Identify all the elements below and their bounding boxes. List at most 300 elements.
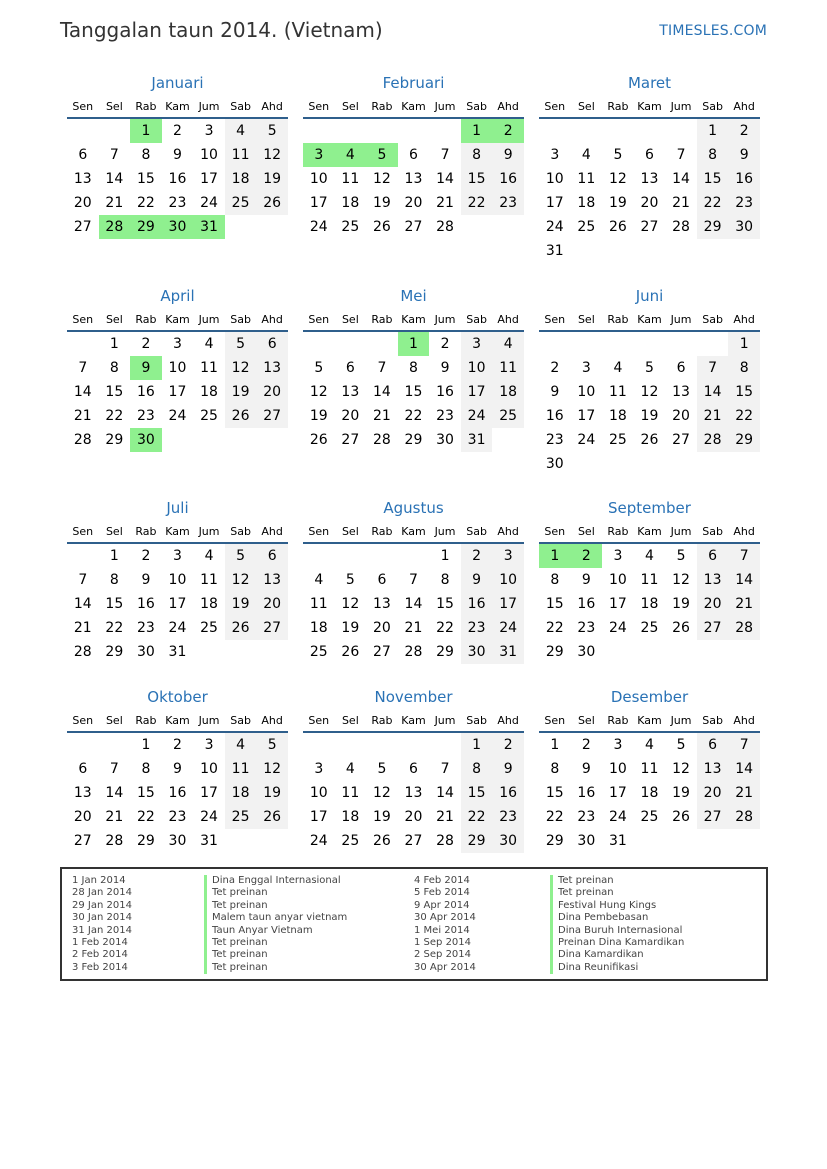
day-cell[interactable]: 10 bbox=[492, 568, 524, 592]
day-cell[interactable]: 13 bbox=[404, 171, 423, 187]
day-cell[interactable]: 7 bbox=[697, 356, 729, 380]
day-cell[interactable]: 1 bbox=[109, 548, 119, 564]
day-cell[interactable]: 4 bbox=[645, 548, 654, 564]
day-cell[interactable]: 22 bbox=[461, 191, 493, 215]
day-cell[interactable]: 11 bbox=[577, 171, 596, 187]
day-cell[interactable]: 5 bbox=[676, 737, 686, 753]
day-cell[interactable]: 8 bbox=[461, 143, 493, 167]
day-cell[interactable]: 20 bbox=[73, 809, 92, 825]
day-cell[interactable]: 3 bbox=[204, 123, 214, 139]
day-cell[interactable]: 14 bbox=[105, 171, 124, 187]
day-cell[interactable]: 20 bbox=[256, 592, 288, 616]
day-cell[interactable]: 26 bbox=[372, 833, 391, 849]
day-cell[interactable]: 12 bbox=[225, 568, 257, 592]
day-cell[interactable]: 10 bbox=[545, 171, 564, 187]
day-cell[interactable]: 8 bbox=[728, 356, 760, 380]
day-cell[interactable]: 23 bbox=[436, 408, 454, 424]
day-cell[interactable]: 6 bbox=[377, 572, 387, 588]
day-cell[interactable]: 22 bbox=[136, 809, 155, 825]
day-cell[interactable]: 23 bbox=[136, 408, 155, 424]
day-cell[interactable]: 9 bbox=[728, 143, 760, 167]
day-cell[interactable]: 11 bbox=[225, 143, 257, 167]
day-cell[interactable]: 10 bbox=[309, 171, 328, 187]
day-cell[interactable]: 4 bbox=[204, 336, 214, 352]
day-cell[interactable]: 27 bbox=[640, 219, 659, 235]
holiday-day-cell[interactable]: 29 bbox=[130, 215, 162, 239]
day-cell[interactable]: 19 bbox=[309, 408, 328, 424]
day-cell[interactable]: 24 bbox=[608, 620, 627, 636]
day-cell[interactable]: 10 bbox=[200, 761, 218, 777]
day-cell[interactable]: 28 bbox=[436, 833, 454, 849]
day-cell[interactable]: 12 bbox=[256, 143, 288, 167]
day-cell[interactable]: 3 bbox=[173, 336, 182, 352]
day-cell[interactable]: 28 bbox=[728, 805, 760, 829]
day-cell[interactable]: 19 bbox=[341, 620, 360, 636]
day-cell[interactable]: 17 bbox=[608, 785, 627, 801]
day-cell[interactable]: 21 bbox=[372, 408, 391, 424]
day-cell[interactable]: 9 bbox=[173, 761, 182, 777]
day-cell[interactable]: 3 bbox=[173, 548, 182, 564]
day-cell[interactable]: 27 bbox=[73, 833, 92, 849]
day-cell[interactable]: 15 bbox=[136, 785, 155, 801]
day-cell[interactable]: 21 bbox=[728, 592, 760, 616]
day-cell[interactable]: 16 bbox=[492, 781, 524, 805]
day-cell[interactable]: 20 bbox=[640, 195, 659, 211]
day-cell[interactable]: 11 bbox=[608, 384, 627, 400]
holiday-day-cell[interactable]: 1 bbox=[539, 544, 571, 568]
day-cell[interactable]: 25 bbox=[225, 191, 257, 215]
day-cell[interactable]: 31 bbox=[608, 833, 627, 849]
day-cell[interactable]: 30 bbox=[577, 833, 596, 849]
day-cell[interactable]: 2 bbox=[461, 544, 493, 568]
day-cell[interactable]: 26 bbox=[225, 616, 257, 640]
day-cell[interactable]: 9 bbox=[440, 360, 450, 376]
day-cell[interactable]: 18 bbox=[341, 809, 360, 825]
day-cell[interactable]: 8 bbox=[409, 360, 418, 376]
day-cell[interactable]: 30 bbox=[168, 833, 187, 849]
day-cell[interactable]: 3 bbox=[492, 544, 524, 568]
day-cell[interactable]: 13 bbox=[256, 568, 288, 592]
day-cell[interactable]: 25 bbox=[200, 408, 218, 424]
day-cell[interactable]: 28 bbox=[697, 428, 729, 452]
day-cell[interactable]: 10 bbox=[608, 572, 627, 588]
day-cell[interactable]: 7 bbox=[78, 572, 88, 588]
day-cell[interactable]: 23 bbox=[136, 620, 155, 636]
day-cell[interactable]: 30 bbox=[461, 640, 493, 664]
day-cell[interactable]: 23 bbox=[577, 809, 596, 825]
day-cell[interactable]: 12 bbox=[372, 171, 391, 187]
day-cell[interactable]: 16 bbox=[545, 408, 564, 424]
day-cell[interactable]: 12 bbox=[309, 384, 328, 400]
day-cell[interactable]: 18 bbox=[200, 384, 218, 400]
day-cell[interactable]: 6 bbox=[697, 544, 729, 568]
day-cell[interactable]: 2 bbox=[550, 360, 560, 376]
day-cell[interactable]: 14 bbox=[105, 785, 124, 801]
day-cell[interactable]: 22 bbox=[436, 620, 454, 636]
holiday-day-cell[interactable]: 28 bbox=[99, 215, 131, 239]
day-cell[interactable]: 21 bbox=[105, 809, 124, 825]
day-cell[interactable]: 27 bbox=[672, 432, 690, 448]
day-cell[interactable]: 19 bbox=[256, 781, 288, 805]
day-cell[interactable]: 24 bbox=[168, 620, 187, 636]
day-cell[interactable]: 26 bbox=[309, 432, 328, 448]
day-cell[interactable]: 3 bbox=[314, 761, 324, 777]
day-cell[interactable]: 20 bbox=[404, 809, 423, 825]
day-cell[interactable]: 19 bbox=[372, 195, 391, 211]
brand-link[interactable]: TIMESLES.COM bbox=[659, 23, 767, 39]
day-cell[interactable]: 25 bbox=[577, 219, 596, 235]
day-cell[interactable]: 23 bbox=[728, 191, 760, 215]
day-cell[interactable]: 15 bbox=[461, 781, 493, 805]
day-cell[interactable]: 22 bbox=[136, 195, 155, 211]
day-cell[interactable]: 21 bbox=[404, 620, 423, 636]
day-cell[interactable]: 1 bbox=[697, 119, 729, 143]
day-cell[interactable]: 10 bbox=[200, 147, 218, 163]
day-cell[interactable]: 18 bbox=[225, 781, 257, 805]
day-cell[interactable]: 3 bbox=[461, 332, 493, 356]
day-cell[interactable]: 29 bbox=[697, 215, 729, 239]
day-cell[interactable]: 15 bbox=[105, 596, 124, 612]
day-cell[interactable]: 14 bbox=[697, 380, 729, 404]
day-cell[interactable]: 31 bbox=[168, 644, 187, 660]
day-cell[interactable]: 9 bbox=[173, 147, 182, 163]
day-cell[interactable]: 21 bbox=[73, 620, 92, 636]
day-cell[interactable]: 12 bbox=[341, 596, 360, 612]
day-cell[interactable]: 12 bbox=[640, 384, 659, 400]
day-cell[interactable]: 20 bbox=[341, 408, 360, 424]
day-cell[interactable]: 14 bbox=[404, 596, 423, 612]
day-cell[interactable]: 28 bbox=[404, 644, 423, 660]
holiday-day-cell[interactable]: 2 bbox=[492, 119, 524, 143]
day-cell[interactable]: 27 bbox=[256, 616, 288, 640]
holiday-day-cell[interactable]: 9 bbox=[130, 356, 162, 380]
day-cell[interactable]: 9 bbox=[581, 572, 591, 588]
day-cell[interactable]: 28 bbox=[672, 219, 690, 235]
day-cell[interactable]: 12 bbox=[225, 356, 257, 380]
day-cell[interactable]: 24 bbox=[200, 195, 218, 211]
day-cell[interactable]: 2 bbox=[440, 336, 450, 352]
day-cell[interactable]: 27 bbox=[341, 432, 360, 448]
day-cell[interactable]: 20 bbox=[697, 592, 729, 616]
day-cell[interactable]: 12 bbox=[256, 757, 288, 781]
day-cell[interactable]: 27 bbox=[404, 219, 423, 235]
day-cell[interactable]: 28 bbox=[372, 432, 391, 448]
day-cell[interactable]: 22 bbox=[105, 408, 124, 424]
day-cell[interactable]: 25 bbox=[492, 404, 524, 428]
day-cell[interactable]: 24 bbox=[492, 616, 524, 640]
day-cell[interactable]: 8 bbox=[141, 761, 151, 777]
day-cell[interactable]: 12 bbox=[672, 761, 690, 777]
day-cell[interactable]: 22 bbox=[545, 620, 564, 636]
day-cell[interactable]: 21 bbox=[672, 195, 690, 211]
holiday-day-cell[interactable]: 4 bbox=[335, 143, 367, 167]
day-cell[interactable]: 29 bbox=[105, 644, 124, 660]
day-cell[interactable]: 2 bbox=[173, 123, 182, 139]
day-cell[interactable]: 4 bbox=[613, 360, 623, 376]
day-cell[interactable]: 7 bbox=[676, 147, 686, 163]
day-cell[interactable]: 27 bbox=[404, 833, 423, 849]
day-cell[interactable]: 27 bbox=[697, 616, 729, 640]
day-cell[interactable]: 6 bbox=[78, 761, 88, 777]
day-cell[interactable]: 9 bbox=[581, 761, 591, 777]
day-cell[interactable]: 17 bbox=[461, 380, 493, 404]
day-cell[interactable]: 24 bbox=[577, 432, 596, 448]
day-cell[interactable]: 19 bbox=[672, 785, 690, 801]
day-cell[interactable]: 23 bbox=[168, 809, 187, 825]
day-cell[interactable]: 6 bbox=[645, 147, 654, 163]
day-cell[interactable]: 28 bbox=[728, 616, 760, 640]
day-cell[interactable]: 25 bbox=[341, 833, 360, 849]
day-cell[interactable]: 23 bbox=[492, 805, 524, 829]
day-cell[interactable]: 1 bbox=[109, 336, 119, 352]
day-cell[interactable]: 12 bbox=[372, 785, 391, 801]
day-cell[interactable]: 31 bbox=[461, 428, 493, 452]
day-cell[interactable]: 15 bbox=[404, 384, 423, 400]
day-cell[interactable]: 16 bbox=[168, 171, 187, 187]
day-cell[interactable]: 6 bbox=[409, 147, 418, 163]
day-cell[interactable]: 2 bbox=[492, 733, 524, 757]
day-cell[interactable]: 26 bbox=[608, 219, 627, 235]
day-cell[interactable]: 20 bbox=[73, 195, 92, 211]
day-cell[interactable]: 13 bbox=[697, 757, 729, 781]
day-cell[interactable]: 8 bbox=[550, 572, 560, 588]
day-cell[interactable]: 18 bbox=[640, 785, 659, 801]
day-cell[interactable]: 18 bbox=[492, 380, 524, 404]
day-cell[interactable]: 2 bbox=[141, 336, 151, 352]
day-cell[interactable]: 21 bbox=[728, 781, 760, 805]
day-cell[interactable]: 27 bbox=[372, 644, 391, 660]
holiday-day-cell[interactable]: 1 bbox=[398, 332, 430, 356]
day-cell[interactable]: 13 bbox=[341, 384, 360, 400]
day-cell[interactable]: 29 bbox=[545, 833, 564, 849]
day-cell[interactable]: 19 bbox=[608, 195, 627, 211]
day-cell[interactable]: 6 bbox=[256, 544, 288, 568]
day-cell[interactable]: 17 bbox=[608, 596, 627, 612]
day-cell[interactable]: 4 bbox=[581, 147, 591, 163]
day-cell[interactable]: 11 bbox=[200, 360, 218, 376]
holiday-day-cell[interactable]: 5 bbox=[366, 143, 398, 167]
day-cell[interactable]: 13 bbox=[404, 785, 423, 801]
day-cell[interactable]: 7 bbox=[440, 761, 450, 777]
day-cell[interactable]: 5 bbox=[225, 544, 257, 568]
day-cell[interactable]: 7 bbox=[78, 360, 88, 376]
day-cell[interactable]: 23 bbox=[492, 191, 524, 215]
day-cell[interactable]: 29 bbox=[105, 432, 124, 448]
day-cell[interactable]: 26 bbox=[372, 219, 391, 235]
day-cell[interactable]: 23 bbox=[168, 195, 187, 211]
day-cell[interactable]: 8 bbox=[697, 143, 729, 167]
day-cell[interactable]: 29 bbox=[436, 644, 454, 660]
day-cell[interactable]: 24 bbox=[608, 809, 627, 825]
day-cell[interactable]: 16 bbox=[577, 596, 596, 612]
day-cell[interactable]: 17 bbox=[168, 384, 187, 400]
day-cell[interactable]: 9 bbox=[141, 572, 151, 588]
day-cell[interactable]: 29 bbox=[136, 833, 155, 849]
day-cell[interactable]: 17 bbox=[545, 195, 564, 211]
day-cell[interactable]: 14 bbox=[728, 757, 760, 781]
day-cell[interactable]: 25 bbox=[608, 432, 627, 448]
day-cell[interactable]: 22 bbox=[545, 809, 564, 825]
day-cell[interactable]: 25 bbox=[309, 644, 328, 660]
day-cell[interactable]: 28 bbox=[436, 219, 454, 235]
day-cell[interactable]: 2 bbox=[581, 737, 591, 753]
day-cell[interactable]: 22 bbox=[697, 191, 729, 215]
day-cell[interactable]: 10 bbox=[168, 572, 187, 588]
day-cell[interactable]: 21 bbox=[436, 809, 454, 825]
day-cell[interactable]: 6 bbox=[409, 761, 418, 777]
day-cell[interactable]: 14 bbox=[73, 384, 92, 400]
day-cell[interactable]: 4 bbox=[314, 572, 324, 588]
day-cell[interactable]: 7 bbox=[728, 544, 760, 568]
day-cell[interactable]: 10 bbox=[461, 356, 493, 380]
day-cell[interactable]: 6 bbox=[256, 332, 288, 356]
day-cell[interactable]: 21 bbox=[73, 408, 92, 424]
day-cell[interactable]: 20 bbox=[256, 380, 288, 404]
day-cell[interactable]: 14 bbox=[372, 384, 391, 400]
day-cell[interactable]: 17 bbox=[309, 809, 328, 825]
day-cell[interactable]: 8 bbox=[550, 761, 560, 777]
day-cell[interactable]: 5 bbox=[225, 332, 257, 356]
day-cell[interactable]: 1 bbox=[440, 548, 450, 564]
day-cell[interactable]: 2 bbox=[728, 119, 760, 143]
day-cell[interactable]: 25 bbox=[640, 809, 659, 825]
day-cell[interactable]: 14 bbox=[436, 171, 454, 187]
day-cell[interactable]: 3 bbox=[613, 548, 623, 564]
day-cell[interactable]: 7 bbox=[377, 360, 387, 376]
day-cell[interactable]: 1 bbox=[728, 332, 760, 356]
day-cell[interactable]: 28 bbox=[105, 833, 124, 849]
day-cell[interactable]: 24 bbox=[200, 809, 218, 825]
day-cell[interactable]: 4 bbox=[204, 548, 214, 564]
day-cell[interactable]: 5 bbox=[645, 360, 654, 376]
day-cell[interactable]: 10 bbox=[168, 360, 187, 376]
day-cell[interactable]: 14 bbox=[73, 596, 92, 612]
day-cell[interactable]: 17 bbox=[168, 596, 187, 612]
day-cell[interactable]: 25 bbox=[225, 805, 257, 829]
day-cell[interactable]: 6 bbox=[345, 360, 355, 376]
day-cell[interactable]: 3 bbox=[204, 737, 214, 753]
day-cell[interactable]: 14 bbox=[672, 171, 690, 187]
holiday-day-cell[interactable]: 1 bbox=[130, 119, 162, 143]
day-cell[interactable]: 8 bbox=[141, 147, 151, 163]
day-cell[interactable]: 11 bbox=[225, 757, 257, 781]
day-cell[interactable]: 8 bbox=[440, 572, 450, 588]
day-cell[interactable]: 1 bbox=[141, 737, 151, 753]
holiday-day-cell[interactable]: 1 bbox=[461, 119, 493, 143]
day-cell[interactable]: 5 bbox=[377, 761, 387, 777]
day-cell[interactable]: 7 bbox=[728, 733, 760, 757]
day-cell[interactable]: 8 bbox=[109, 360, 119, 376]
day-cell[interactable]: 11 bbox=[341, 171, 360, 187]
holiday-day-cell[interactable]: 30 bbox=[162, 215, 194, 239]
day-cell[interactable]: 26 bbox=[256, 805, 288, 829]
day-cell[interactable]: 24 bbox=[461, 404, 493, 428]
day-cell[interactable]: 13 bbox=[640, 171, 659, 187]
day-cell[interactable]: 15 bbox=[545, 785, 564, 801]
day-cell[interactable]: 7 bbox=[409, 572, 418, 588]
day-cell[interactable]: 29 bbox=[545, 644, 564, 660]
day-cell[interactable]: 18 bbox=[309, 620, 328, 636]
day-cell[interactable]: 5 bbox=[613, 147, 623, 163]
day-cell[interactable]: 2 bbox=[141, 548, 151, 564]
day-cell[interactable]: 14 bbox=[436, 785, 454, 801]
day-cell[interactable]: 16 bbox=[728, 167, 760, 191]
day-cell[interactable]: 8 bbox=[461, 757, 493, 781]
day-cell[interactable]: 17 bbox=[492, 592, 524, 616]
day-cell[interactable]: 30 bbox=[545, 456, 564, 472]
day-cell[interactable]: 1 bbox=[550, 737, 560, 753]
day-cell[interactable]: 15 bbox=[461, 167, 493, 191]
day-cell[interactable]: 18 bbox=[640, 596, 659, 612]
day-cell[interactable]: 15 bbox=[728, 380, 760, 404]
day-cell[interactable]: 18 bbox=[341, 195, 360, 211]
day-cell[interactable]: 19 bbox=[225, 592, 257, 616]
day-cell[interactable]: 19 bbox=[225, 380, 257, 404]
day-cell[interactable]: 15 bbox=[105, 384, 124, 400]
day-cell[interactable]: 20 bbox=[372, 620, 391, 636]
day-cell[interactable]: 31 bbox=[545, 243, 564, 259]
day-cell[interactable]: 7 bbox=[109, 147, 119, 163]
holiday-day-cell[interactable]: 30 bbox=[130, 428, 162, 452]
day-cell[interactable]: 15 bbox=[697, 167, 729, 191]
day-cell[interactable]: 6 bbox=[697, 733, 729, 757]
holiday-day-cell[interactable]: 3 bbox=[303, 143, 335, 167]
day-cell[interactable]: 25 bbox=[200, 620, 218, 636]
day-cell[interactable]: 22 bbox=[728, 404, 760, 428]
day-cell[interactable]: 9 bbox=[550, 384, 560, 400]
day-cell[interactable]: 30 bbox=[728, 215, 760, 239]
day-cell[interactable]: 25 bbox=[640, 620, 659, 636]
day-cell[interactable]: 30 bbox=[577, 644, 596, 660]
day-cell[interactable]: 27 bbox=[73, 219, 92, 235]
day-cell[interactable]: 26 bbox=[225, 404, 257, 428]
day-cell[interactable]: 21 bbox=[436, 195, 454, 211]
day-cell[interactable]: 19 bbox=[372, 809, 391, 825]
day-cell[interactable]: 23 bbox=[545, 432, 564, 448]
day-cell[interactable]: 5 bbox=[256, 119, 288, 143]
day-cell[interactable]: 9 bbox=[461, 568, 493, 592]
day-cell[interactable]: 3 bbox=[581, 360, 591, 376]
day-cell[interactable]: 27 bbox=[256, 404, 288, 428]
day-cell[interactable]: 16 bbox=[436, 384, 454, 400]
day-cell[interactable]: 4 bbox=[225, 733, 257, 757]
day-cell[interactable]: 10 bbox=[309, 785, 328, 801]
day-cell[interactable]: 1 bbox=[461, 733, 493, 757]
day-cell[interactable]: 9 bbox=[492, 757, 524, 781]
day-cell[interactable]: 24 bbox=[545, 219, 564, 235]
day-cell[interactable]: 16 bbox=[136, 384, 155, 400]
day-cell[interactable]: 19 bbox=[640, 408, 659, 424]
day-cell[interactable]: 7 bbox=[440, 147, 450, 163]
day-cell[interactable]: 9 bbox=[492, 143, 524, 167]
day-cell[interactable]: 26 bbox=[672, 809, 690, 825]
day-cell[interactable]: 11 bbox=[309, 596, 328, 612]
day-cell[interactable]: 12 bbox=[608, 171, 627, 187]
day-cell[interactable]: 6 bbox=[676, 360, 686, 376]
day-cell[interactable]: 16 bbox=[492, 167, 524, 191]
day-cell[interactable]: 18 bbox=[608, 408, 627, 424]
day-cell[interactable]: 31 bbox=[492, 640, 524, 664]
day-cell[interactable]: 11 bbox=[200, 572, 218, 588]
day-cell[interactable]: 28 bbox=[73, 644, 92, 660]
day-cell[interactable]: 24 bbox=[309, 219, 328, 235]
day-cell[interactable]: 19 bbox=[672, 596, 690, 612]
day-cell[interactable]: 5 bbox=[314, 360, 324, 376]
day-cell[interactable]: 6 bbox=[78, 147, 88, 163]
day-cell[interactable]: 16 bbox=[136, 596, 155, 612]
day-cell[interactable]: 2 bbox=[173, 737, 182, 753]
day-cell[interactable]: 17 bbox=[200, 785, 218, 801]
